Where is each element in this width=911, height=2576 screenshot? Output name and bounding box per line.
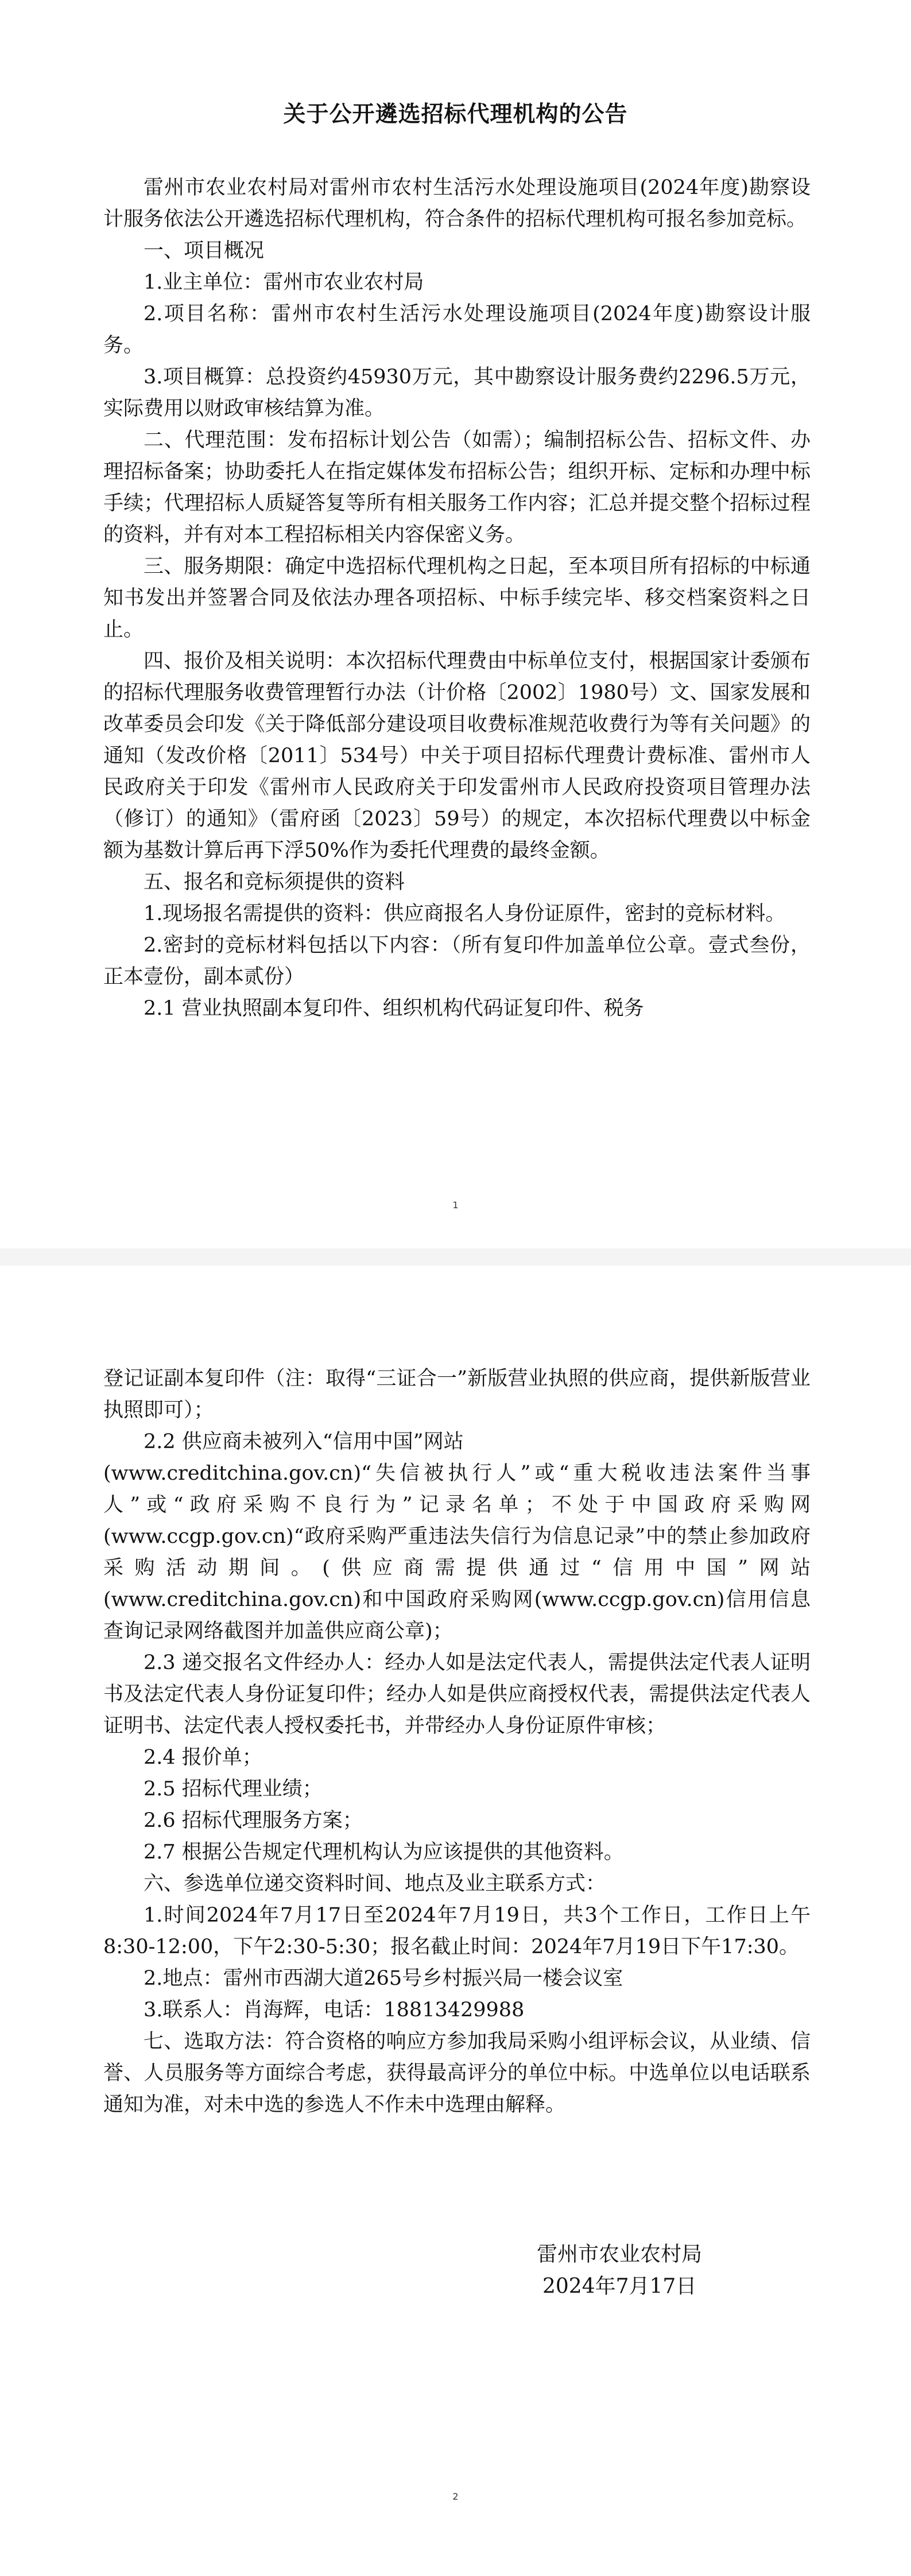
document-page-1 [0,0,911,1248]
paragraph: 四、报价及相关说明：本次招标代理费由中标单位支付，根据国家计委颁布的招标代理服务收费管理暂行办法（计价格〔2002〕1980号）文、国家发展和改革委员会印发《关于降低部分建设项目收费标准规范收费行为等有关问题》的通知（发改价格〔2011〕534号）中关于项目招标代理费计费标准、雷州市人民政府关于印发《雷州市人民政府关于印发雷州市人民政府投资项目管理办法（修订）的通知》（雷府函〔2023〕59号）的规定，本次招标代理费以中标金额为基数计算后再下浮50%作为委托代理费的最终金额。 [103,650,811,862]
document-page-2 [0,1266,911,2576]
paragraph: 登记证副本复印件（注：取得“三证合一”新版营业执照的供应商，提供新版营业执照即可）； [103,1367,811,1422]
paragraph: 1.现场报名需提供的资料：供应商报名人身份证原件，密封的竞标材料。 [144,902,786,925]
page-2-body [103,1363,811,2121]
paragraph: 2.6 招标代理服务方案； [144,1809,363,1832]
paragraph: 六、参选单位递交资料时间、地点及业主联系方式： [144,1872,606,1895]
paragraph: 1.时间2024年7月17日至2024年7月19日，共3个工作日，工作日上午8:30-12:00，下午2:30-5:30；报名截止时间：2024年7月19日下午17:30。 [103,1904,811,1958]
page-number: 1 [452,1200,459,1211]
paragraph: 一、项目概况 [144,239,265,262]
paragraph: 五、报名和竞标须提供的资料 [144,871,405,894]
paragraph: 1.业主单位：雷州市农业农村局 [144,271,424,294]
paragraph: 3.项目概算：总投资约45930万元，其中勘察设计服务费约2296.5万元，实际费用以财政审核结算为准。 [103,366,811,420]
signature-org: 雷州市农业农村局 [537,2243,703,2266]
page-1-body [103,172,811,1025]
paragraph: 2.7 根据公告规定代理机构认为应该提供的其他资料。 [144,1841,624,1864]
paragraph: 2.4 报价单； [144,1746,262,1769]
document-title: 关于公开遴选招标代理机构的公告 [283,102,628,127]
paragraph: 三、服务期限：确定中选招标代理机构之日起，至本项目所有招标的中标通知书发出并签署合同及依法办理各项招标、中标手续完毕、移交档案资料之日止。 [103,555,811,641]
page-separator [0,1248,911,1266]
paragraph: 2.密封的竞标材料包括以下内容：（所有复印件加盖单位公章。壹式叁份，正本壹份，副本贰份） [103,934,811,988]
paragraph: 2.地点：雷州市西湖大道265号乡村振兴局一楼会议室 [144,1967,623,1990]
paragraph: 2.2 供应商未被列入“信用中国”网站 [144,1430,464,1453]
paragraph: (www.creditchina.gov.cn)“失信被执行人”或“重大税收违法案件当事人”或“政府采购不良行为”记录名单；不处于中国政府采购网(www.ccgp.gov.cn)“政府采购严重违法失信行为信息记录”中的禁止参加政府采购活动期间。(供应商需提供通过“信用中国”网站(www.creditchina.gov.cn)和中国政府采购网(www.ccgp.gov.cn)信用信息查询记录网络截图并加盖供应商公章)； [103,1462,811,1643]
paragraph: 2.5 招标代理业绩； [144,1778,323,1801]
paragraph: 雷州市农业农村局对雷州市农村生活污水处理设施项目(2024年度)勘察设计服务依法公开遴选招标代理机构，符合条件的招标代理机构可报名参加竞标。 [103,176,811,231]
signature-block [537,2239,766,2303]
paragraph: 2.1 营业执照副本复印件、组织机构代码证复印件、税务 [144,997,644,1020]
paragraph: 二、代理范围：发布招标计划公告（如需）；编制招标公告、招标文件、办理招标备案；协助委托人在指定媒体发布招标公告；组织开标、定标和办理中标手续；代理招标人质疑答复等所有相关服务工作内容；汇总并提交整个招标过程的资料，并有对本工程招标相关内容保密义务。 [103,429,811,546]
signature-date: 2024年7月17日 [542,2275,697,2298]
paragraph: 3.联系人：肖海辉，电话：18813429988 [144,1999,525,2022]
page-number: 2 [452,2491,459,2502]
paragraph: 2.3 递交报名文件经办人：经办人如是法定代表人，需提供法定代表人证明书及法定代表人身份证复印件；经办人如是供应商授权代表，需提供法定代表人证明书、法定代表人授权委托书，并带经办人身份证原件审核； [103,1651,811,1737]
paragraph: 七、选取方法：符合资格的响应方参加我局采购小组评标会议，从业绩、信誉、人员服务等方面综合考虑，获得最高评分的单位中标。中选单位以电话联系通知为准，对未中选的参选人不作未中选理由解释。 [103,2030,811,2116]
paragraph: 2.项目名称：雷州市农村生活污水处理设施项目(2024年度)勘察设计服务。 [103,302,811,357]
